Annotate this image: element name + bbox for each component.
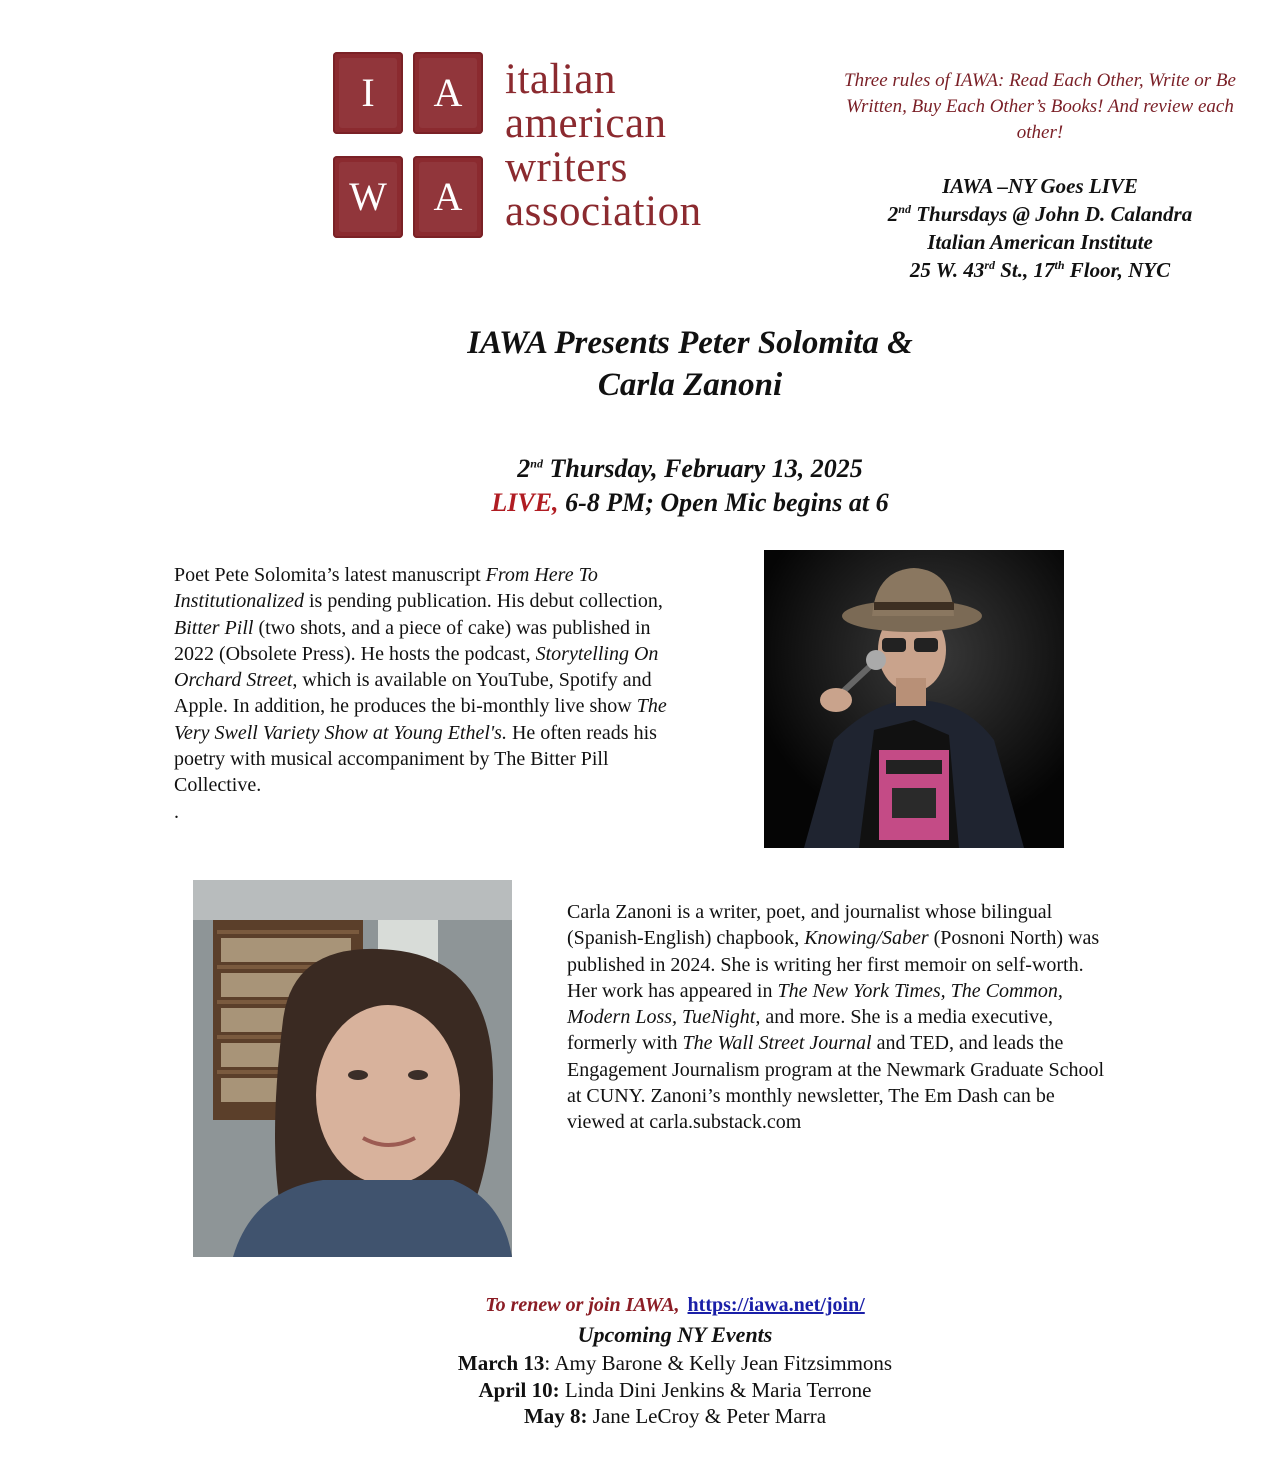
bio1-text-2: is pending publication. His debut collection, [304,590,663,613]
live-info-line2-text: Thursdays @ John D. Calandra [910,202,1193,226]
event-names: Jane LeCroy & Peter Marra [592,1404,827,1428]
logo-word-italian: italian [505,56,616,103]
event-date-label: May 8: [523,1404,588,1428]
bio2-wsj: The Wall Street Journal [682,1032,872,1055]
selfie-illustration [193,880,512,1257]
renew-label: To renew or join IAWA, [485,1294,680,1316]
bio2-text-4: and TED, and leads the Engagement Journalism program at the Newmark Graduate School at CUNY. Zanoni’s monthly newsletter, The Em Dash can be viewed at carla.substack.com [567,1032,1105,1134]
bio2-text-1: Carla Zanoni is a writer, poet, and journalist whose bilingual (Spanish-English) chapbook, [567,901,1053,950]
address-part-a: 25 W. 43 [909,258,985,282]
event-item [300,1350,1050,1377]
event-title-line1: IAWA Presents Peter Solomita & [467,325,913,361]
bio1-title-manuscript: From Here To Institutionalized [174,564,598,613]
bio2-text-3: and more. She is a media executive, formerly with [567,1006,1054,1055]
logo-word-american: american [505,100,667,147]
bio2-title-chapbook: Knowing/Saber [804,927,929,950]
bio1-text-1: Poet Pete Solomita’s latest manuscript [174,564,486,586]
bio1-text-5: He often reads his poetry with musical accompaniment by The Bitter Pill Collective. [174,721,657,797]
iawa-rules: Three rules of IAWA: Read Each Other, Write or Be Written, Buy Each Other’s Books! And review each other! [844,70,1236,143]
photo-carla-zanoni [193,880,512,1257]
logo-tile-i: I [333,52,403,134]
event-sep: : [544,1351,555,1375]
live-info [830,172,1250,284]
date-text: Thursday, February 13, 2025 [542,454,863,483]
address-sup-1: rd [984,258,995,272]
logo-tile-a: A [413,52,483,134]
logo-tile-a2: A [413,156,483,238]
upcoming-events-list [300,1350,1050,1430]
upcoming-heading: Upcoming NY Events [577,1322,773,1347]
performer-illustration [764,550,1064,848]
address-sup-2: th [1054,258,1065,272]
logo-word-writers: writers [505,144,628,191]
bio1-trailing-dot: . [174,800,179,823]
event-title [320,322,1060,406]
bio1-title-bitter-pill: Bitter Pill [174,616,254,639]
ordinal-number: 2 [887,202,899,226]
live-info-line3: Italian American Institute [927,230,1153,254]
date-ordinal: 2 [517,454,531,483]
live-info-line2 [830,200,1250,228]
live-label: LIVE, [491,488,559,517]
logo-wordmark [505,58,702,234]
bio2-text-2: (Posnoni North) was published in 2024. She is writing her first memoir on self-worth. Her work has appeared in [567,927,1100,1002]
event-date-label: April 10: [478,1377,560,1402]
logo-tiles [333,52,489,240]
bio1-title-podcast: Storytelling On Orchard Street [174,642,659,692]
ordinal-suffix: nd [898,202,911,216]
bio1-text-3: (two shots, and a piece of cake) was published in 2022 (Obsolete Press). He hosts the podcast, [174,616,651,665]
logo-tile-w: W [333,156,403,238]
bio1-title-show: The Very Swell Variety Show at Young Ethel's. [174,695,667,744]
event-names: Linda Dini Jenkins & Maria Terrone [564,1377,872,1402]
renew-line [300,1292,1050,1318]
event-date [340,452,1040,520]
event-title-line2: Carla Zanoni [597,367,783,403]
event-time-line [340,486,1040,520]
logo-word-association: association [505,188,702,235]
event-date-label: March 13 [457,1351,545,1375]
live-info-line1: IAWA –NY Goes LIVE [942,174,1138,198]
bio1-text-4: , which is available on YouTube, Spotify and Apple. In addition, he produces the bi-monthly live show [174,669,652,718]
event-item [300,1377,1050,1404]
live-info-address [830,256,1250,284]
address-part-b: St., 17 [995,258,1055,282]
bio-carla-zanoni [567,899,1107,1136]
event-names: Amy Barone & Kelly Jean Fitzsimmons [554,1351,893,1375]
address-part-c: Floor, NYC [1064,258,1171,282]
event-item [300,1403,1050,1430]
bio2-publications: The New York Times, The Common, Modern Loss, TueNight, [567,979,1063,1029]
photo-peter-solomita [764,550,1064,848]
event-date-line [340,452,1040,486]
join-link[interactable]: https://iawa.net/join/ [687,1294,865,1316]
bio-peter-solomita [174,562,694,825]
date-ordinal-suffix: nd [530,456,543,471]
event-time: 6-8 PM; Open Mic begins at 6 [558,488,889,517]
